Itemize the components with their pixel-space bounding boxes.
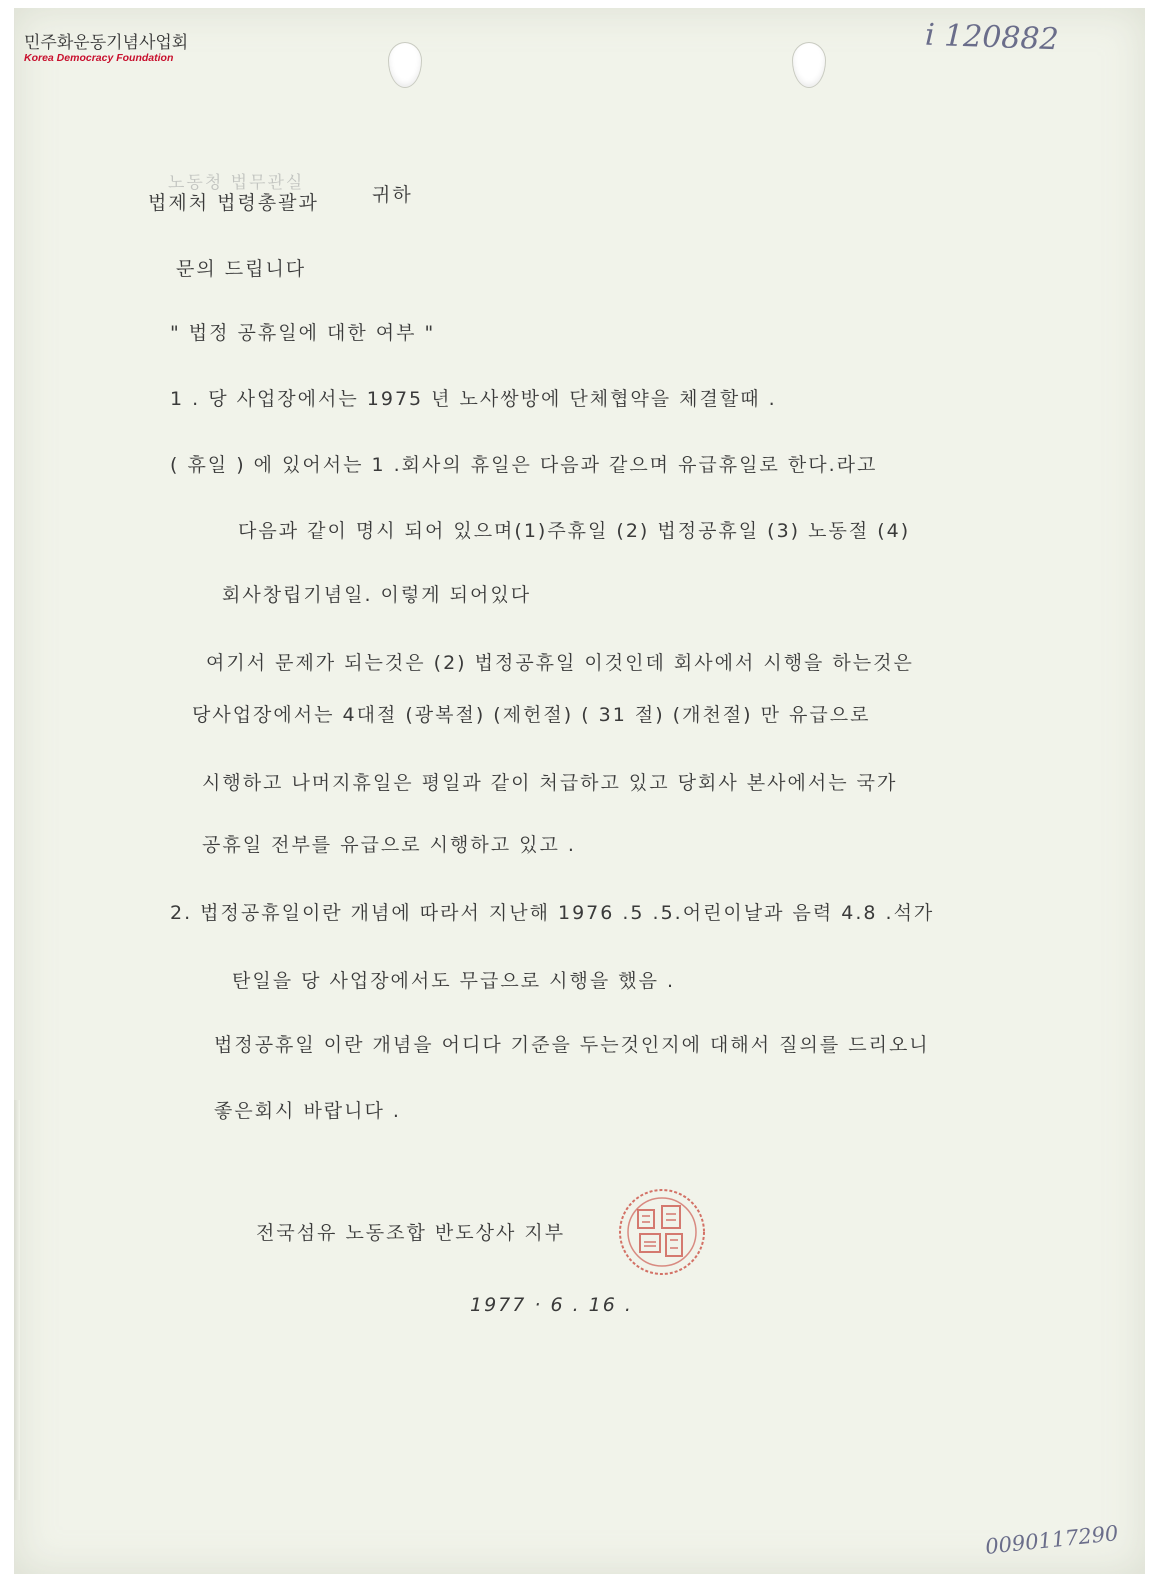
logo-korean-text: 민주화운동기념사업회 <box>24 33 189 53</box>
paper-edge-shadow <box>14 1100 20 1500</box>
handwritten-page-number: 0090117290 <box>984 1521 1120 1559</box>
union-seal-stamp <box>616 1186 708 1278</box>
letter-subject: " 법정 공휴일에 대한 여부 " <box>170 322 436 344</box>
letter-date: 1977 · 6 . 16 . <box>470 1294 633 1316</box>
addressee-org: 법제처 법령총괄과 <box>148 192 319 214</box>
faint-overprint-text: 노동청 법무관실 <box>168 173 305 193</box>
letter-line-4: 회사창립기념일. 이렇게 되어있다 <box>222 584 532 606</box>
letter-line-5: 여기서 문제가 되는것은 (2) 법정공휴일 이것인데 회사에서 시행을 하는것은 <box>206 652 914 674</box>
letter-line-12: 좋은회시 바랍니다 . <box>214 1100 401 1122</box>
letter-line-9: 2. 법정공휴일이란 개념에 따라서 지난해 1976 .5 .5.어린이날과 음력 4.8 .석가 <box>170 902 935 924</box>
letter-line-7: 시행하고 나머지휴일은 평일과 같이 처급하고 있고 당회사 본사에서는 국가 <box>202 772 898 794</box>
logo-english-text: Korea Democracy Foundation <box>24 52 174 64</box>
letter-line-6: 당사업장에서는 4대절 (광복절) (제헌절) ( 31 절) (개천절) 만 유급으로 <box>192 704 871 726</box>
letter-line-11: 법정공휴일 이란 개념을 어디다 기준을 두는것인지에 대해서 질의를 드리오니 <box>214 1034 930 1056</box>
letter-line-10: 탄일을 당 사업장에서도 무급으로 시행을 했음 . <box>232 970 676 992</box>
letter-line-3: 다음과 같이 명시 되어 있으며(1)주휴일 (2) 법정공휴일 (3) 노동절 (4) <box>238 520 911 542</box>
addressee-suffix: 귀하 <box>372 184 413 206</box>
handwritten-archive-number: i 120882 <box>924 17 1060 58</box>
letter-line-2: ( 휴일 ) 에 있어서는 1 .회사의 휴일은 다음과 같으며 유급휴일로 한다.라고 <box>170 454 878 476</box>
foundation-logo <box>24 28 189 68</box>
letter-line-1: 1 . 당 사업장에서는 1975 년 노사쌍방에 단체협약을 체결할때 . <box>170 388 777 410</box>
letter-heading: 문의 드립니다 <box>176 258 307 280</box>
letter-sender: 전국섬유 노동조합 반도상사 지부 <box>256 1222 566 1244</box>
letter-line-8: 공휴일 전부를 유급으로 시행하고 있고 . <box>202 834 576 856</box>
